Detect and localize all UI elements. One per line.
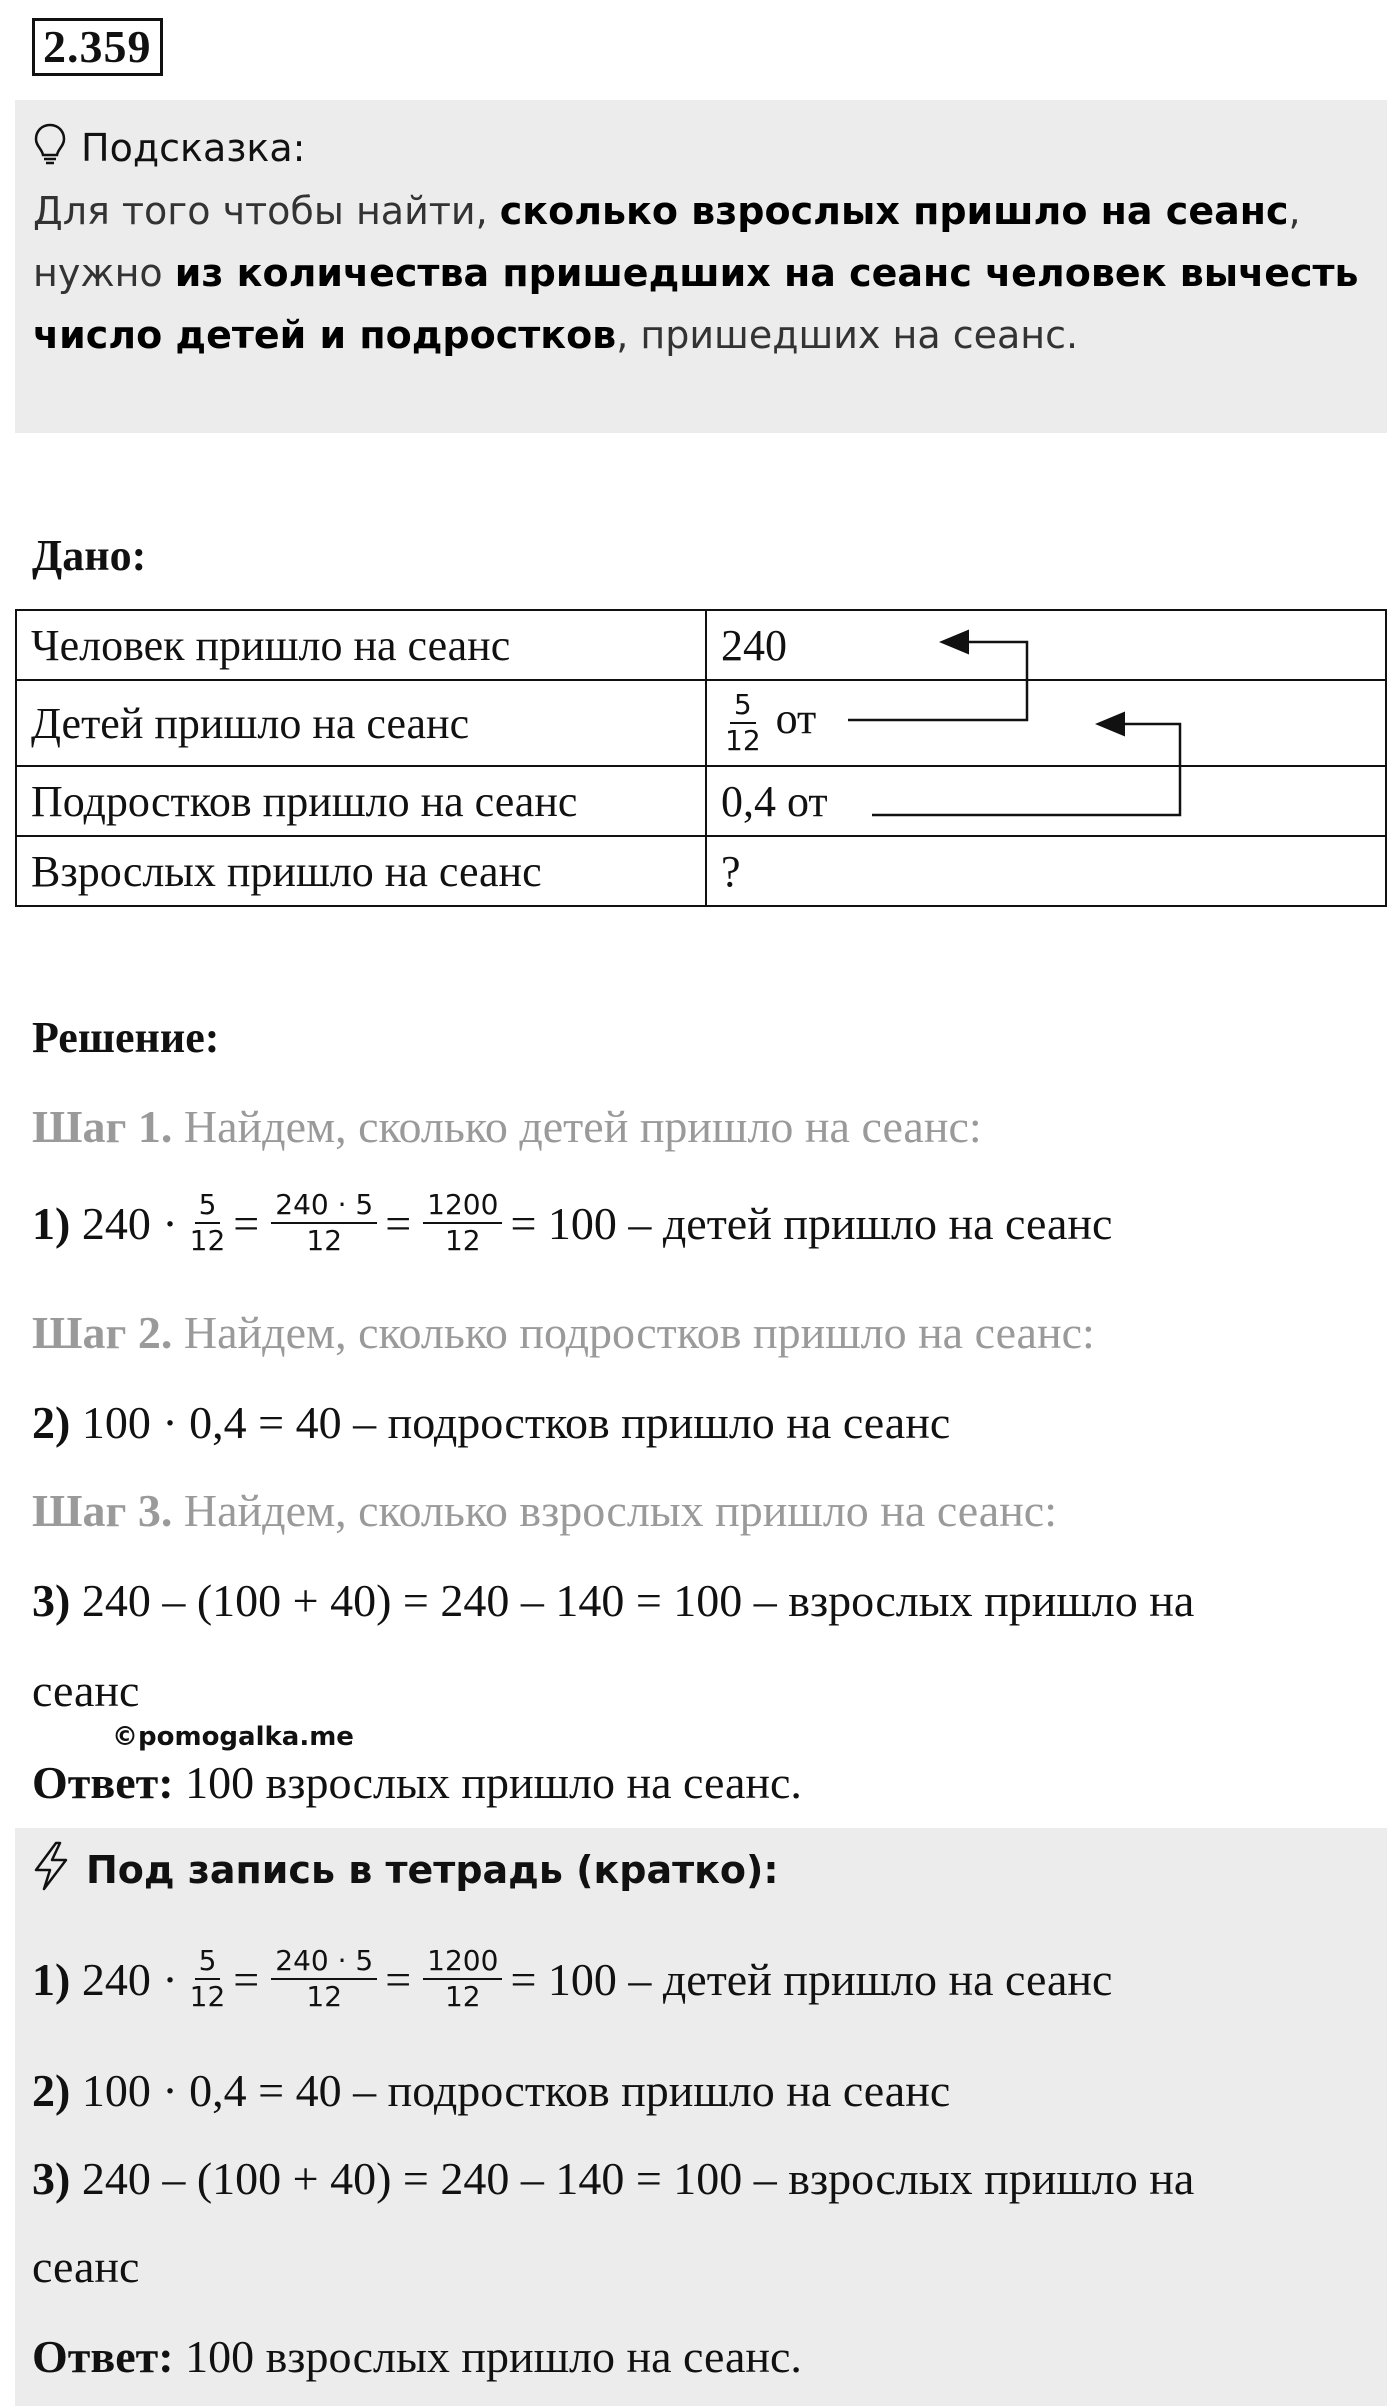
row-name: Человек пришло на сеанс bbox=[16, 610, 706, 680]
notebook-title: Под запись в тетрадь (кратко): bbox=[86, 1848, 779, 1892]
table-row bbox=[16, 836, 1386, 906]
equation-3: 3) 240 – (100 + 40) = 240 – 140 = 100 – взрослых пришло на bbox=[32, 1575, 1195, 1626]
hint-title: Подсказка: bbox=[81, 126, 306, 170]
fraction: $\frac{5}{12}$ bbox=[189, 1188, 226, 1257]
row-name: Детей пришло на сеанс bbox=[16, 680, 706, 766]
equation-1: 1) 240 · $\frac{5}{12}$ = $\frac{240 \cdot 5}{12}$ = $\frac{1200}{12}$ = 100 – детей пришло на сеанс bbox=[32, 1188, 1113, 1257]
notebook-answer: Ответ: 100 взрослых пришло на сеанс. bbox=[32, 2331, 802, 2382]
row-value: 0,4 от bbox=[706, 766, 1386, 836]
lightbulb-icon bbox=[33, 122, 81, 175]
hint-box bbox=[15, 100, 1387, 433]
row-value: 240 bbox=[706, 610, 1386, 680]
step-2: Шаг 2. Найдем, сколько подростков пришло на сеанс: bbox=[32, 1307, 1095, 1358]
notebook-equation-3-continued: сеанс bbox=[32, 2241, 140, 2292]
notebook-box bbox=[15, 1828, 1387, 2406]
equation-3-continued: сеанс bbox=[32, 1665, 140, 1716]
row-value: ? bbox=[706, 836, 1386, 906]
table-row bbox=[16, 680, 1386, 766]
notebook-equation-3: 3) 240 – (100 + 40) = 240 – 140 = 100 – взрослых пришло на bbox=[32, 2153, 1195, 2204]
row-value: $\frac{5}{12}$ от bbox=[706, 680, 1386, 766]
lightning-icon bbox=[30, 1840, 86, 1901]
table-row bbox=[16, 766, 1386, 836]
watermark: ©pomogalka.me bbox=[112, 1722, 354, 1752]
fraction: $\frac{5}{12}$ bbox=[189, 1944, 226, 2013]
fraction: $\frac{240 \cdot 5}{12}$ bbox=[271, 1188, 377, 1258]
fraction: $\frac{1200}{12}$ bbox=[423, 1944, 502, 2014]
fraction: $\frac{5}{12}$ bbox=[725, 688, 761, 757]
step-1: Шаг 1. Найдем, сколько детей пришло на сеанс: bbox=[32, 1101, 982, 1152]
answer: Ответ: 100 взрослых пришло на сеанс. bbox=[32, 1757, 802, 1808]
task-number: 2.359 bbox=[32, 18, 163, 76]
fraction: $\frac{240 \cdot 5}{12}$ bbox=[271, 1944, 377, 2014]
step-3: Шаг 3. Найдем, сколько взрослых пришло на сеанс: bbox=[32, 1485, 1058, 1536]
hint-text: Для того чтобы найти, сколько взрослых пришло на сеанс, нужно из количества пришедших на сеанс человек вычесть число детей и подростков, пришедших на сеанс. bbox=[33, 189, 1359, 357]
notebook-header bbox=[30, 1842, 779, 1898]
given-label: Дано: bbox=[32, 531, 147, 580]
notebook-equation-2: 2) 100 · 0,4 = 40 – подростков пришло на сеанс bbox=[32, 2065, 951, 2116]
given-table bbox=[15, 609, 1387, 907]
table-row bbox=[16, 610, 1386, 680]
row-name: Подростков пришло на сеанс bbox=[16, 766, 706, 836]
notebook-equation-1: 1) 240 · $\frac{5}{12}$ = $\frac{240 \cdot 5}{12}$ = $\frac{1200}{12}$ = 100 – детей пришло на сеанс bbox=[32, 1944, 1113, 2013]
fraction: $\frac{1200}{12}$ bbox=[423, 1188, 502, 1258]
hint-header bbox=[33, 120, 1369, 176]
solution-label: Решение: bbox=[32, 1013, 220, 1062]
row-name: Взрослых пришло на сеанс bbox=[16, 836, 706, 906]
equation-2: 2) 100 · 0,4 = 40 – подростков пришло на сеанс bbox=[32, 1397, 951, 1448]
